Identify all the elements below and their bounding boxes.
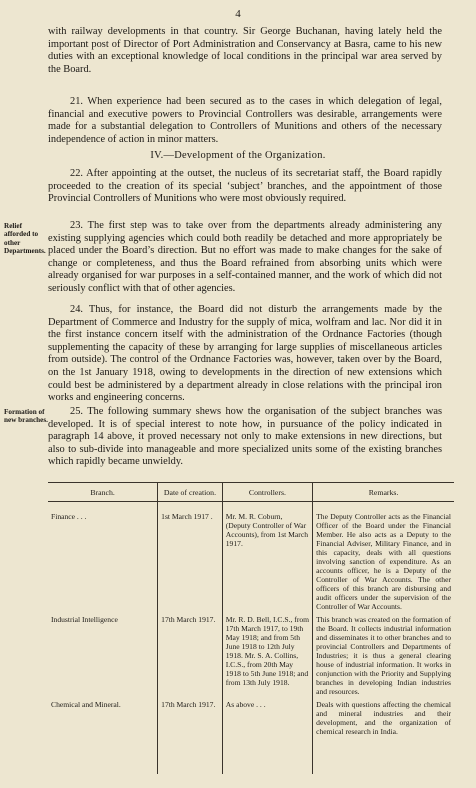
cell-branch: Chemical and Mineral.	[51, 700, 121, 709]
paragraph-text: 23. The first step was to take over from the departments already administering any existing supplying agencies which could both readily be detached and more appropriately be placed under the Board’s direction. But no effort was made to make changes for the sake of change or completeness, and thus the Board refrained from absorbing units which were already organised for war purposes in a self-contained manner, and the work of which did not seriously conflict with that of other agencies.	[48, 220, 442, 294]
paragraph-25	[48, 406, 442, 469]
paragraph-text: 21. When experience had been secured as to the cases in which delegation of legal, financial and executive powers to Provincial Controllers was desirable, arrangements were made for a substantial delegation to Controllers of Munitions and others of the necessary independence of action in minor matters.	[48, 96, 442, 145]
cell-remarks: The Deputy Controller acts as the Financial Officer of the Board under the Financial Member. He also acts as a Deputy to the Financial Adviser, Military Finance, and in this capacity, deals with all questions involving sanction of expenditure. As an accounts officer, he is a Deputy of the Controller of War Accounts. The other officers of this branch are disbursing and audit officers under the supervision of the Controller of War Accounts.	[313, 510, 454, 613]
paragraph-text: 25. The following summary shews how the organisation of the subject branches was developed. It is of special interest to note how, in pursuance of the policy indicated in paragraph 14 above, it proved necessary not only to make extensions in new directions, but also to sub-divide into manageable and more specialized units some of the existing branches which rapidly became unwieldy.	[48, 406, 442, 468]
cell-remarks: This branch was created on the formation of the Board. It collects industrial information and disseminates it to other branches and to provincial Controllers and Departments of Industries; it is thus a general clearing house of industrial information. It works in conjunction with the Priority and Supplying branches in developing Indian industries and resources.	[313, 613, 454, 698]
paragraph-text: with railway developments in that country. Sir George Buchanan, having lately held the important post of Director of Port Administration and Conservancy at Basra, came to his new duties with an exceptional knowledge of local conditions in the principal war area served by the Board.	[48, 26, 442, 75]
page-number: 4	[235, 8, 241, 20]
paragraph-20-continued	[48, 26, 442, 76]
cell-remarks: Deals with questions affecting the chemical and mineral industries and their development, and the organization of chemical research in India.	[313, 698, 454, 774]
cell-branch: Finance . . .	[51, 512, 87, 521]
paragraph-22	[48, 168, 442, 206]
header-remarks: Remarks.	[313, 483, 454, 502]
table-row	[48, 613, 454, 698]
table-header-row	[48, 483, 454, 502]
section-heading: IV.—Development of the Organization.	[150, 150, 326, 161]
cell-date: 17th March 1917.	[158, 698, 223, 774]
cell-controllers: As above . . .	[222, 698, 312, 774]
cell-date: 1st March 1917 .	[158, 510, 223, 613]
marginal-note-relief: Relief afforded to other Departments.	[4, 222, 46, 256]
cell-branch: Industrial Intelligence	[51, 615, 118, 624]
table-row	[48, 510, 454, 613]
paragraph-text: 24. Thus, for instance, the Board did not disturb the arrangements made by the Department of Commerce and Industry for the supply of mica, wolfram and lac. Nor did it in the first instance concern itself with the administration of the Ordnance Factories (though supplementing the capacity of these by arranging for large supplies of miscellaneous articles from outside). The control of the Ordnance Factories was, however, taken over by the Board, on the 1st January 1918, owing to developments in the direction of new extensions which could best be administered by a department already in close relations with the principal iron works and engineering concerns.	[48, 304, 442, 404]
marginal-note-formation: Formation of new branches.	[4, 408, 48, 425]
paragraph-23	[48, 220, 442, 296]
table-spacer	[48, 502, 454, 511]
header-branch: Branch.	[48, 483, 158, 502]
paragraph-24	[48, 304, 442, 405]
cell-controllers: Mr. R. D. Bell, I.C.S., from 17th March 1917, to 19th May 1918; and from 5th June 1918 to 12th July 1918. Mr. S. A. Collins, I.C.S., from 20th May 1918 to 5th June 1918; and from 13th July 1918.	[222, 613, 312, 698]
branches-table	[48, 482, 454, 774]
header-date: Date of creation.	[158, 483, 223, 502]
header-controllers: Controllers.	[222, 483, 312, 502]
table-row	[48, 698, 454, 774]
cell-date: 17th March 1917.	[158, 613, 223, 698]
paragraph-21	[48, 96, 442, 146]
paragraph-text: 22. After appointing at the outset, the nucleus of its secretariat staff, the Board rapidly proceeded to the creation of its special ‘subject’ branches, and the appointment of those Provincial Controllers of Munitions who were most obviously required.	[48, 168, 442, 205]
cell-controllers: Mr. M. R. Coburn, (Deputy Controller of War Accounts), from 1st March 1917.	[222, 510, 312, 613]
